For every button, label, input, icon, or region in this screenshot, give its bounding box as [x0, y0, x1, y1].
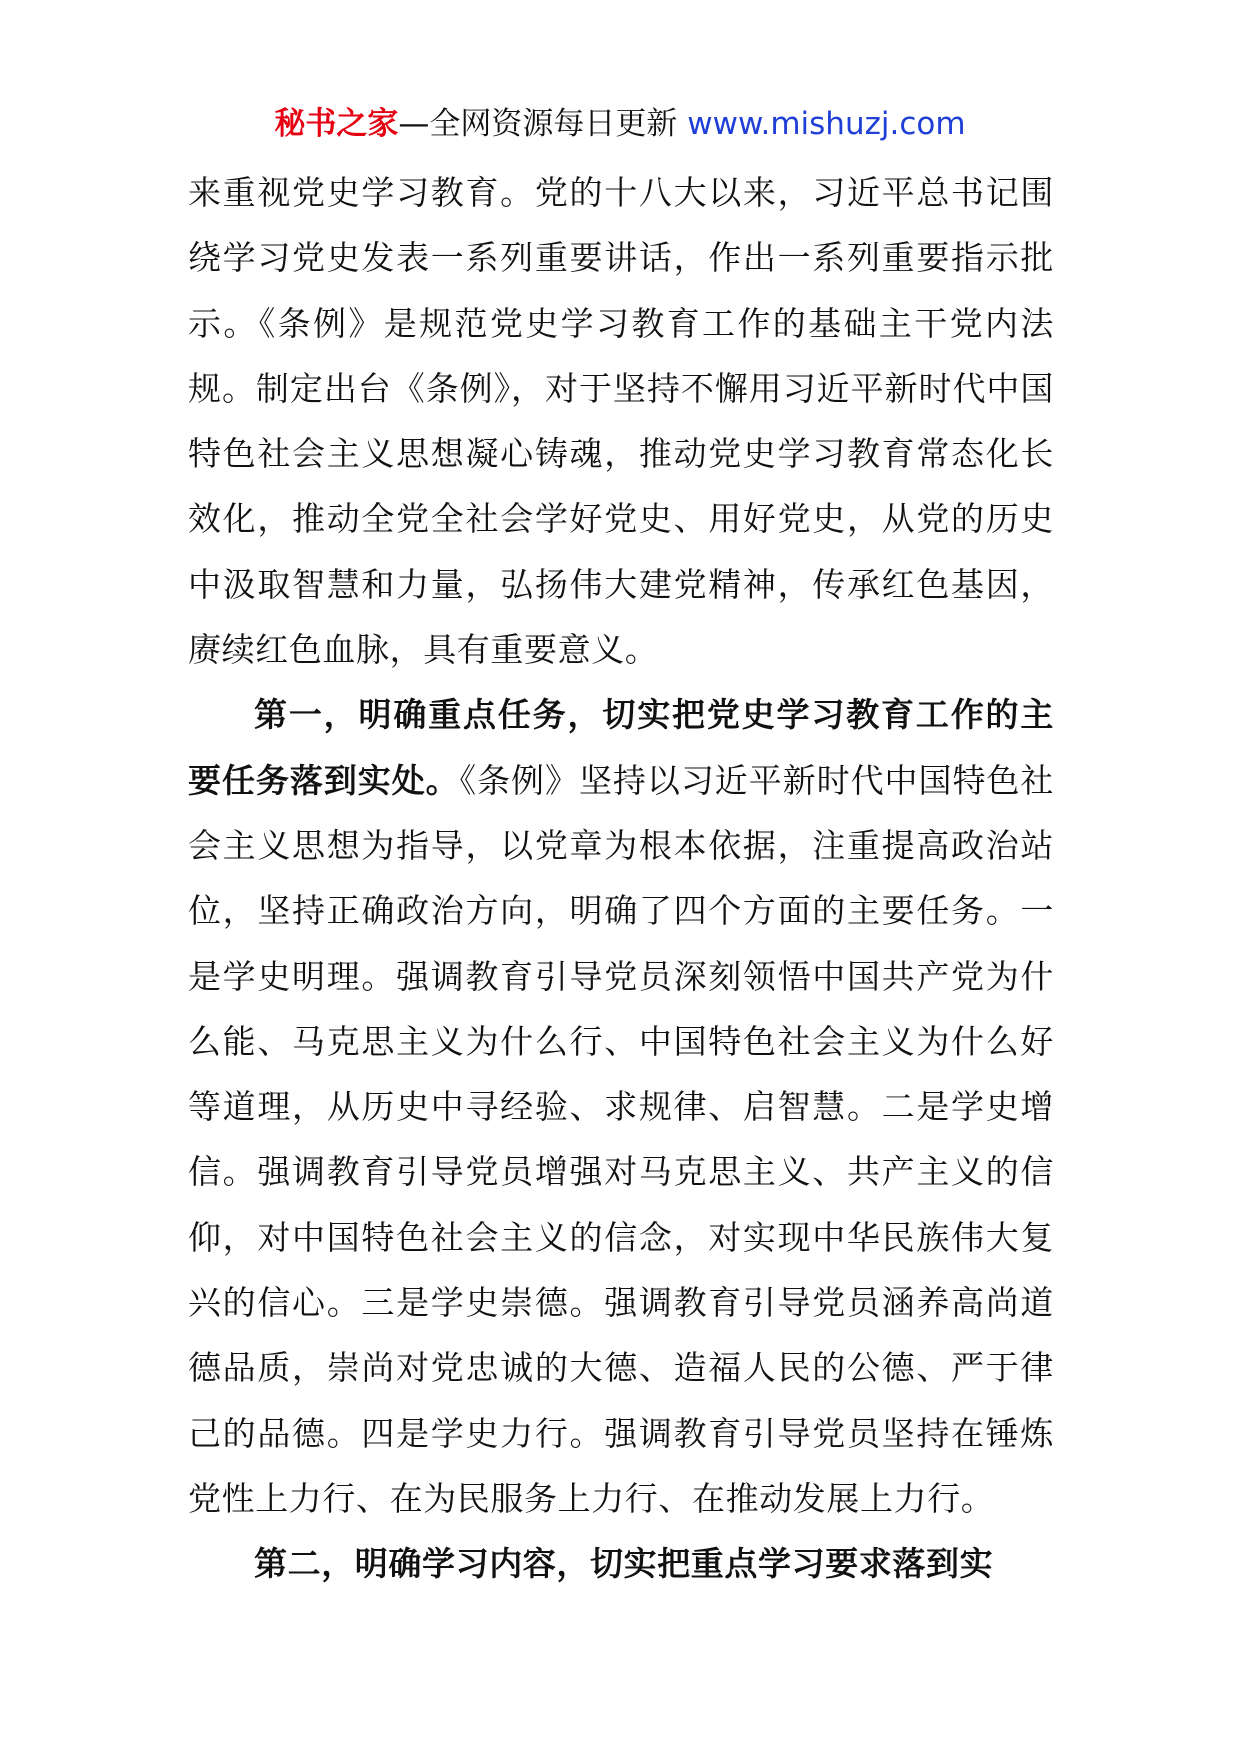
header-brand: 秘书之家	[274, 106, 399, 142]
section-heading: 第二，明确学习内容，切实把重点学习要求落到实	[254, 1544, 994, 1584]
document-body	[188, 160, 1054, 1597]
paragraph-section-two	[188, 1531, 1054, 1596]
section-heading: 第一，明确重点任务，切实把党史学习教育工作的主要任务落到实处。	[188, 695, 1054, 800]
header-tagline: —全网资源每日更新	[398, 106, 678, 142]
header-site-link[interactable]: www.mishuzj.com	[677, 106, 966, 142]
paragraph-intro	[188, 160, 1054, 682]
paragraph-text: 《条例》坚持以习近平新时代中国特色社会主义思想为指导，以党章为根本依据，注重提高政治站位，坚持正确政治方向，明确了四个方面的主要任务。一是学史明理。强调教育引导党员深刻领悟中国共产党为什么能、马克思主义为什么行、中国特色社会主义为什么好等道理，从历史中寻经验、求规律、启智慧。二是学史增信。强调教育引导党员增强对马克思主义、共产主义的信仰，对中国特色社会主义的信念，对实现中华民族伟大复兴的信心。三是学史崇德。强调教育引导党员涵养高尚道德品质，崇尚对党忠诚的大德、造福人民的公德、严于律己的品德。四是学史力行。强调教育引导党员坚持在锤炼党性上力行、在为民服务上力行、在推动发展上力行。	[188, 760, 1054, 1518]
paragraph-section-one	[188, 682, 1054, 1531]
page-header	[0, 102, 1240, 146]
paragraph-text: 来重视党史学习教育。党的十八大以来，习近平总书记围绕学习党史发表一系列重要讲话，作出一系列重要指示批示。《条例》是规范党史学习教育工作的基础主干党内法规。制定出台《条例》，对于坚持不懈用习近平新时代中国特色社会主义思想凝心铸魂，推动党史学习教育常态化长效化，推动全党全社会学好党史、用好党史，从党的历史中汲取智慧和力量，弘扬伟大建党精神，传承红色基因，赓续红色血脉，具有重要意义。	[188, 173, 1054, 670]
